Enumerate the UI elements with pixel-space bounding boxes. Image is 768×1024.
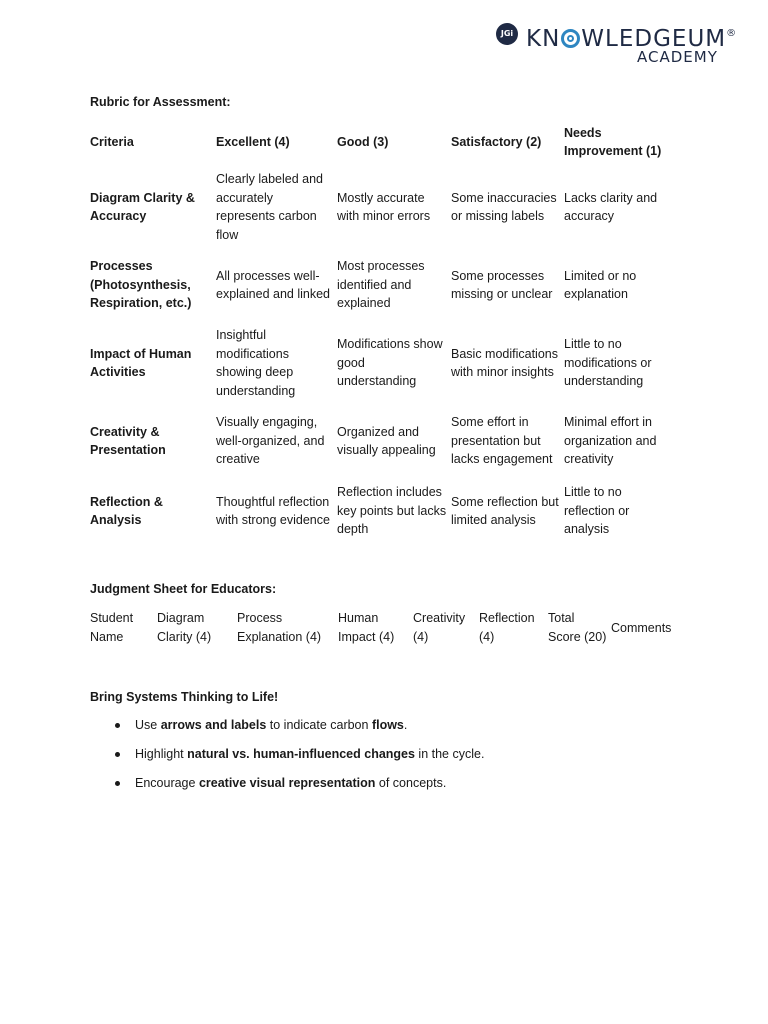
rubric-header-cell: Criteria [90,134,134,149]
bullet-text: in the cycle. [414,747,485,761]
logo-wordmark-start: KN [526,26,561,52]
bullet-text: to indicate carbon [266,718,372,732]
judgment-header-cell: Human Impact (4) [338,611,395,644]
rubric-cell: Minimal effort in organization and creativity [564,415,657,467]
bullet-bold-text: creative visual representation [198,776,376,790]
rubric-cell: Clearly labeled and accurately represents carbon flow [216,172,324,242]
bullet-icon [115,752,120,757]
bullet-text: . [403,718,408,732]
rubric-header-row [88,120,674,164]
bullet-text: of concepts. [375,776,447,790]
logo-subtitle: ACADEMY [637,48,718,66]
rubric-cell: Thoughtful reflection with strong evidence [216,494,330,527]
rubric-header-cell: Excellent (4) [216,134,290,149]
rubric-cell: Lacks clarity and accuracy [564,190,658,223]
rubric-cell: Visually engaging, well-organized, and creative [216,415,325,467]
systems-title: Bring Systems Thinking to Life! [90,690,279,704]
judgment-header-cell: Creativity (4) [413,611,466,644]
bullet-text: Encourage [135,776,199,790]
bullet-text: Use [135,718,161,732]
rubric-criterion: Reflection & Analysis [90,494,163,527]
list-item [90,745,484,774]
rubric-cell: Basic modifications with minor insights [451,346,558,379]
judgment-header-cell: Diagram Clarity (4) [157,611,212,644]
rubric-header-cell: Needs Improvement (1) [564,125,662,158]
rubric-criterion: Impact of Human Activities [90,346,192,379]
logo-o-ring-icon [561,29,580,48]
rubric-header-cell: Good (3) [337,134,389,149]
rubric-header-cell: Satisfactory (2) [451,134,542,149]
bullet-icon [115,723,120,728]
rubric-cell: Most processes identified and explained [337,259,425,311]
jgi-badge-icon: JGi [496,23,518,45]
rubric-cell: Some reflection but limited analysis [451,494,559,527]
bullet-text: Highlight [135,747,188,761]
judgment-header-cell: Comments [611,620,672,635]
rubric-cell: Organized and visually appealing [337,424,436,457]
judgment-header-cell: Process Explanation (4) [237,611,322,644]
knowledgeum-logo [494,20,744,68]
bullet-bold-text: flows [371,718,404,732]
systems-bullet-list [90,716,484,803]
rubric-title: Rubric for Assessment: [90,95,231,109]
table-row [88,164,674,250]
judgment-title: Judgment Sheet for Educators: [90,582,277,596]
rubric-cell: Insightful modifications showing deep understanding [216,328,296,398]
rubric-cell: Reflection includes key points but lacks depth [337,485,447,537]
bullet-bold-text: natural vs. human-influenced changes [187,747,415,761]
rubric-cell: Some effort in presentation but lacks engagement [451,415,553,467]
list-item [90,774,484,803]
bullet-bold-text: arrows and labels [160,718,267,732]
list-item [90,716,484,745]
rubric-cell: Little to no modifications or understanding [564,337,652,389]
rubric-table [88,120,674,546]
judgment-header-cell: Total Score (20) [548,611,607,644]
table-row [88,406,674,476]
table-row [88,476,674,546]
rubric-cell: Some processes missing or unclear [451,268,553,301]
judgment-header-cell: Student Name [90,611,134,644]
judgment-header-row [88,609,679,647]
table-row [88,250,674,320]
rubric-cell: Mostly accurate with minor errors [337,190,431,223]
table-row [88,320,674,406]
rubric-criterion: Processes (Photosynthesis, Respiration, etc.) [90,259,192,311]
bullet-icon [115,781,120,786]
rubric-criterion: Creativity & Presentation [90,424,166,457]
judgment-table [88,609,679,647]
rubric-cell: All processes well-explained and linked [216,268,330,301]
registered-mark: ® [726,28,737,39]
rubric-cell: Some inaccuracies or missing labels [451,190,557,223]
rubric-cell: Limited or no explanation [564,268,637,301]
rubric-criterion: Diagram Clarity & Accuracy [90,190,195,223]
rubric-cell: Little to no reflection or analysis [564,485,630,537]
logo-wordmark-end: WLEDGEUM [581,26,727,52]
rubric-cell: Modifications show good understanding [337,337,443,389]
judgment-header-cell: Reflection (4) [479,611,535,644]
